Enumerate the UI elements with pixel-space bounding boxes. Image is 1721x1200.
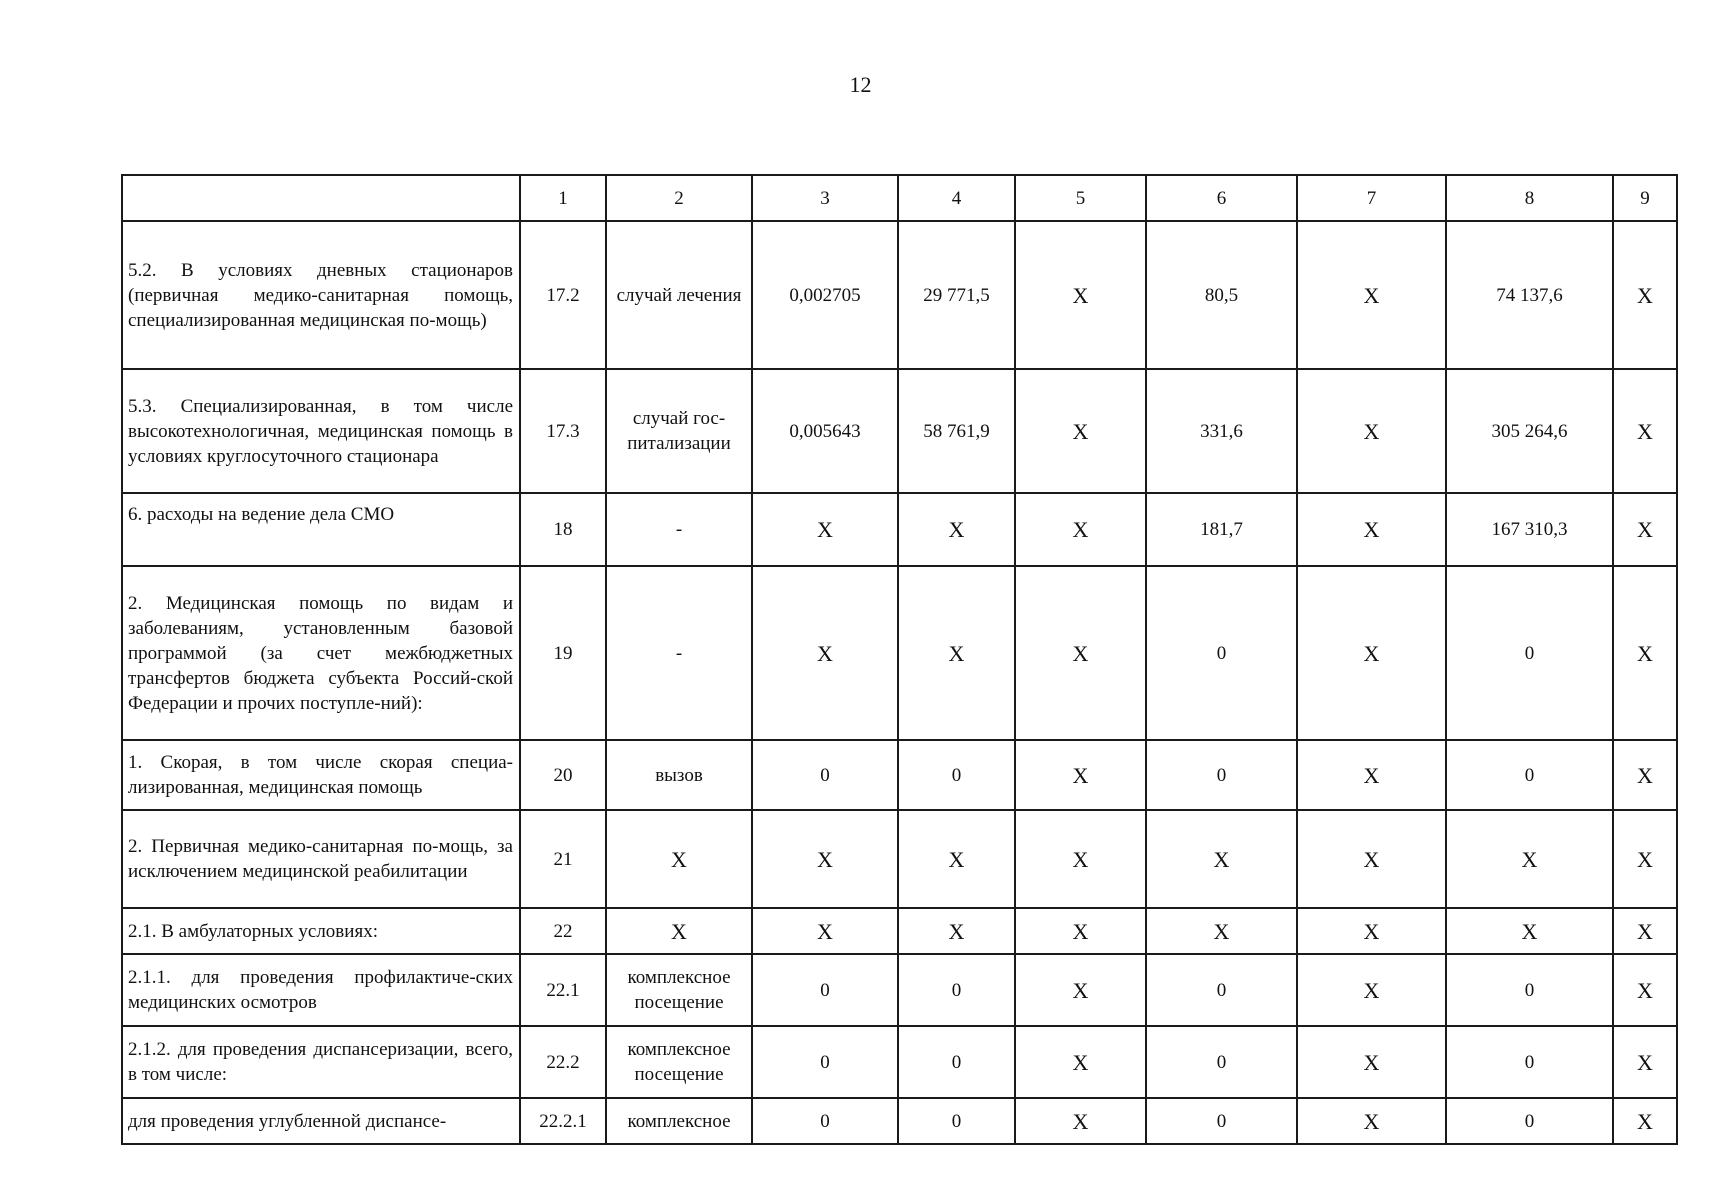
- table-cell-col-5: X: [1015, 369, 1146, 493]
- table-cell-col-2: случай гос-питализации: [606, 369, 752, 493]
- table-cell-col-3: 0: [752, 740, 898, 810]
- row-description-cell: для проведения углубленной диспансе-: [122, 1098, 520, 1144]
- table-row: [122, 369, 1677, 493]
- header-cell-col-1: 1: [520, 175, 606, 221]
- table-cell-col-8: X: [1446, 908, 1613, 954]
- table-cell-col-8: 0: [1446, 566, 1613, 740]
- header-cell-col-3: 3: [752, 175, 898, 221]
- header-cell-col-9: 9: [1613, 175, 1677, 221]
- table-cell-col-4: 0: [898, 1098, 1015, 1144]
- row-description-cell: 2. Медицинская помощь по видам и заболеваниям, установленным базовой программой (за счет межбюджетных трансфертов бюджета субъекта Россий-ской Федерации и прочих поступле-ний):: [122, 566, 520, 740]
- table-cell-col-1: 19: [520, 566, 606, 740]
- table-cell-col-3: 0,005643: [752, 369, 898, 493]
- table-cell-col-5: X: [1015, 566, 1146, 740]
- table-row: [122, 566, 1677, 740]
- table-cell-col-2: X: [606, 908, 752, 954]
- table-cell-col-6: X: [1146, 810, 1297, 908]
- table-cell-col-6: 0: [1146, 954, 1297, 1026]
- table-cell-col-4: 58 761,9: [898, 369, 1015, 493]
- table-cell-col-9: X: [1613, 908, 1677, 954]
- table-cell-col-1: 21: [520, 810, 606, 908]
- table-cell-col-4: X: [898, 566, 1015, 740]
- row-description-cell: 2. Первичная медико-санитарная по-мощь, за исключением медицинской реабилитации: [122, 810, 520, 908]
- table-row: [122, 740, 1677, 810]
- table-cell-col-8: X: [1446, 810, 1613, 908]
- table-cell-col-1: 18: [520, 493, 606, 566]
- table-cell-col-3: X: [752, 810, 898, 908]
- table-cell-col-6: 181,7: [1146, 493, 1297, 566]
- table-cell-col-6: 331,6: [1146, 369, 1297, 493]
- table-cell-col-7: X: [1297, 954, 1446, 1026]
- table-cell-col-4: 29 771,5: [898, 221, 1015, 369]
- table-cell-col-2: комплексное: [606, 1098, 752, 1144]
- table-cell-col-8: 305 264,6: [1446, 369, 1613, 493]
- data-table: [121, 174, 1678, 1145]
- table-cell-col-2: -: [606, 566, 752, 740]
- table-cell-col-6: 0: [1146, 1026, 1297, 1098]
- table-cell-col-4: X: [898, 810, 1015, 908]
- table-cell-col-6: 0: [1146, 1098, 1297, 1144]
- row-description-cell: 2.1.1. для проведения профилактиче-ских медицинских осмотров: [122, 954, 520, 1026]
- table-cell-col-2: комплексное посещение: [606, 954, 752, 1026]
- table-cell-col-9: X: [1613, 221, 1677, 369]
- table-cell-col-5: X: [1015, 221, 1146, 369]
- row-description-cell: 5.2. В условиях дневных стационаров (первичная медико-санитарная помощь, специализированная медицинская по-мощь): [122, 221, 520, 369]
- table-cell-col-3: X: [752, 566, 898, 740]
- table-cell-col-1: 17.3: [520, 369, 606, 493]
- table-cell-col-8: 0: [1446, 954, 1613, 1026]
- table-cell-col-8: 0: [1446, 1098, 1613, 1144]
- table-row: [122, 954, 1677, 1026]
- table-cell-col-9: X: [1613, 810, 1677, 908]
- table-cell-col-9: X: [1613, 1098, 1677, 1144]
- table-cell-col-8: 0: [1446, 740, 1613, 810]
- table-cell-col-2: вызов: [606, 740, 752, 810]
- table-cell-col-9: X: [1613, 740, 1677, 810]
- table-cell-col-6: X: [1146, 908, 1297, 954]
- table-row: [122, 908, 1677, 954]
- table-cell-col-9: X: [1613, 954, 1677, 1026]
- table-cell-col-5: X: [1015, 1026, 1146, 1098]
- table-cell-col-4: 0: [898, 954, 1015, 1026]
- table-row: [122, 810, 1677, 908]
- table-cell-col-3: 0,002705: [752, 221, 898, 369]
- table-cell-col-1: 20: [520, 740, 606, 810]
- table-row: [122, 221, 1677, 369]
- table-cell-col-4: 0: [898, 1026, 1015, 1098]
- table-cell-col-3: 0: [752, 1026, 898, 1098]
- table-cell-col-4: X: [898, 493, 1015, 566]
- table-cell-col-6: 0: [1146, 566, 1297, 740]
- table-cell-col-7: X: [1297, 493, 1446, 566]
- table-cell-col-3: X: [752, 908, 898, 954]
- table-cell-col-8: 0: [1446, 1026, 1613, 1098]
- table-cell-col-9: X: [1613, 369, 1677, 493]
- table-row: [122, 493, 1677, 566]
- table-cell-col-5: X: [1015, 740, 1146, 810]
- table-cell-col-4: X: [898, 908, 1015, 954]
- table-cell-col-7: X: [1297, 369, 1446, 493]
- table-cell-col-7: X: [1297, 1098, 1446, 1144]
- table-cell-col-2: X: [606, 810, 752, 908]
- row-description-cell: 2.1. В амбулаторных условиях:: [122, 908, 520, 954]
- table-cell-col-1: 22: [520, 908, 606, 954]
- header-cell-col-2: 2: [606, 175, 752, 221]
- table-cell-col-5: X: [1015, 493, 1146, 566]
- table-cell-col-7: X: [1297, 810, 1446, 908]
- table-header-row: [122, 175, 1677, 221]
- table-cell-col-2: комплексное посещение: [606, 1026, 752, 1098]
- table-cell-col-3: X: [752, 493, 898, 566]
- table-cell-col-3: 0: [752, 954, 898, 1026]
- table-cell-col-6: 80,5: [1146, 221, 1297, 369]
- header-cell-col-4: 4: [898, 175, 1015, 221]
- table-row: [122, 1098, 1677, 1144]
- row-description-cell: 1. Скорая, в том числе скорая специа-лизированная, медицинская помощь: [122, 740, 520, 810]
- header-cell-col-5: 5: [1015, 175, 1146, 221]
- table-cell-col-5: X: [1015, 810, 1146, 908]
- table-cell-col-9: X: [1613, 1026, 1677, 1098]
- header-cell-blank: [122, 175, 520, 221]
- table-cell-col-8: 74 137,6: [1446, 221, 1613, 369]
- table-cell-col-7: X: [1297, 566, 1446, 740]
- table-cell-col-7: X: [1297, 221, 1446, 369]
- table-cell-col-1: 22.1: [520, 954, 606, 1026]
- row-description-cell: 6. расходы на ведение дела СМО: [122, 493, 520, 566]
- header-cell-col-6: 6: [1146, 175, 1297, 221]
- table-cell-col-8: 167 310,3: [1446, 493, 1613, 566]
- table-cell-col-6: 0: [1146, 740, 1297, 810]
- table-cell-col-5: X: [1015, 1098, 1146, 1144]
- table-cell-col-1: 22.2: [520, 1026, 606, 1098]
- row-description-cell: 2.1.2. для проведения диспансеризации, всего, в том числе:: [122, 1026, 520, 1098]
- table-cell-col-1: 22.2.1: [520, 1098, 606, 1144]
- table-cell-col-5: X: [1015, 954, 1146, 1026]
- table-cell-col-7: X: [1297, 1026, 1446, 1098]
- table-cell-col-2: -: [606, 493, 752, 566]
- table-cell-col-5: X: [1015, 908, 1146, 954]
- header-cell-col-7: 7: [1297, 175, 1446, 221]
- table-cell-col-7: X: [1297, 908, 1446, 954]
- table-cell-col-1: 17.2: [520, 221, 606, 369]
- header-cell-col-8: 8: [1446, 175, 1613, 221]
- table-cell-col-2: случай лечения: [606, 221, 752, 369]
- row-description-cell: 5.3. Специализированная, в том числе высокотехнологичная, медицинская помощь в условиях круглосуточного стационара: [122, 369, 520, 493]
- table-cell-col-7: X: [1297, 740, 1446, 810]
- table-cell-col-9: X: [1613, 493, 1677, 566]
- table-cell-col-9: X: [1613, 566, 1677, 740]
- page-number: 12: [849, 72, 872, 97]
- table-row: [122, 1026, 1677, 1098]
- table-cell-col-4: 0: [898, 740, 1015, 810]
- table-cell-col-3: 0: [752, 1098, 898, 1144]
